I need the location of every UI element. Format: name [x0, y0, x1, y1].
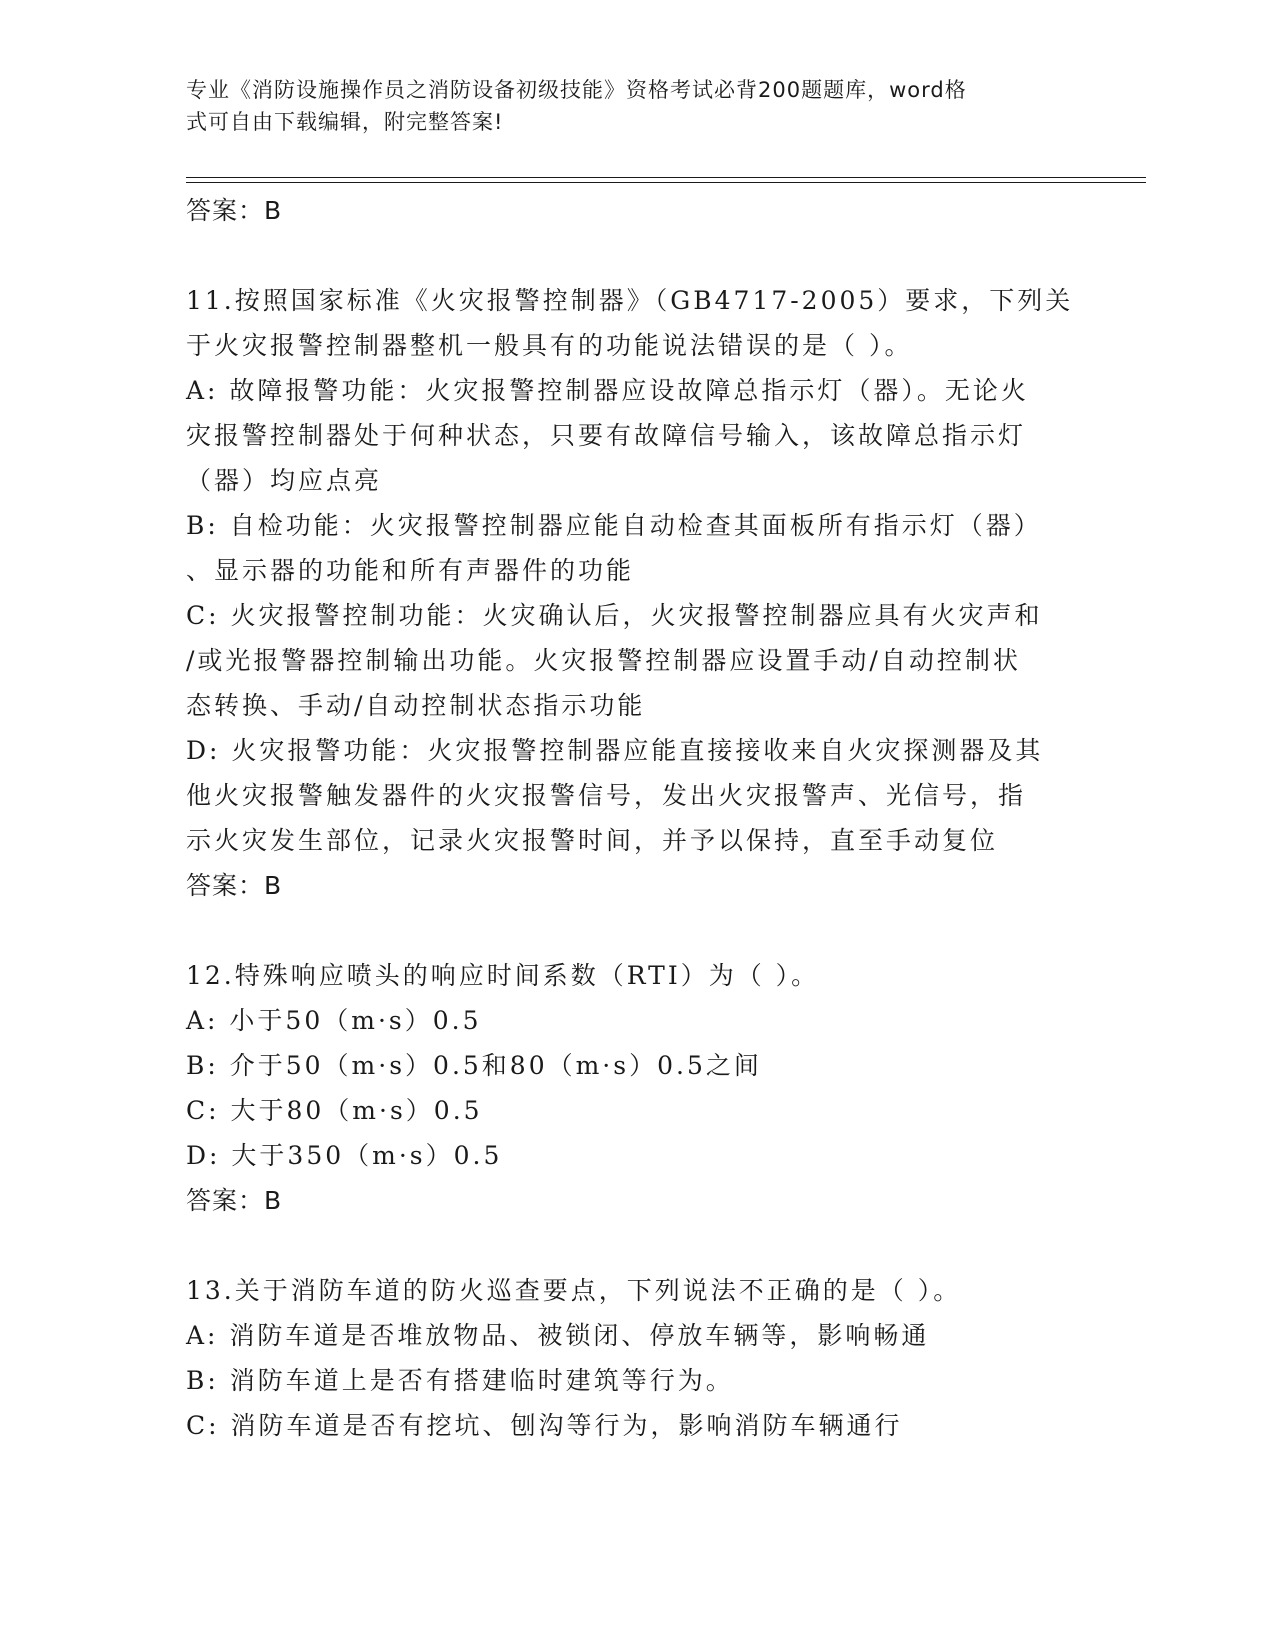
option-a-text: （器）均应点亮: [186, 466, 383, 495]
option-b-text: B: 介于50（m·s）0.5和80（m·s）0.5之间: [186, 1051, 762, 1080]
option-b-text: 、显示器的功能和所有声器件的功能: [186, 556, 635, 585]
option-d-text: 他火灾报警触发器件的火灾报警信号，发出火灾报警声、光信号，指: [186, 781, 1027, 810]
header-divider-top: [186, 177, 1146, 178]
option-c-text: C: 火灾报警控制功能：火灾确认后，火灾报警控制器应具有火灾声和: [186, 601, 1043, 630]
option-d-text: 示火灾发生部位，记录火灾报警时间，并予以保持，直至手动复位: [186, 826, 999, 855]
question-13: [186, 1268, 1066, 1448]
question-list: [186, 188, 1074, 1448]
question-text: 13.关于消防车道的防火巡查要点，下列说法不正确的是（ ）。: [186, 1276, 962, 1305]
question-text: 12.特殊响应喷头的响应时间系数（RTI）为（ ）。: [186, 961, 820, 990]
page-header: [186, 74, 1066, 138]
option-a-text: A: 消防车道是否堆放物品、被锁闭、停放车辆等，影响畅通: [186, 1321, 930, 1350]
header-divider-bottom: [186, 182, 1146, 183]
option-a-text: A: 小于50（m·s）0.5: [186, 1006, 482, 1035]
option-b-text: B: 消防车道上是否有搭建临时建筑等行为。: [186, 1366, 734, 1395]
option-a-text: A: 故障报警功能：火灾报警控制器应设故障总指示灯（器）。无论火: [186, 376, 1029, 405]
option-a-text: 灾报警控制器处于何种状态，只要有故障信号输入，该故障总指示灯: [186, 421, 1027, 450]
header-line: 专业《消防设施操作员之消防设备初级技能》资格考试必背200题题库，word格: [186, 78, 967, 102]
option-c-text: 态转换、手动/自动控制状态指示功能: [186, 691, 646, 720]
header-line: 式可自由下载编辑，附完整答案!: [186, 110, 504, 134]
answer-line: 答案：B: [186, 196, 283, 225]
option-b-text: B: 自检功能：火灾报警控制器应能自动检查其面板所有指示灯（器）: [186, 511, 1042, 540]
option-d-text: D: 大于350（m·s）0.5: [186, 1141, 503, 1170]
question-12: [186, 953, 1066, 1224]
option-c-text: C: 大于80（m·s）0.5: [186, 1096, 483, 1125]
question-text: 11.按照国家标准《火灾报警控制器》（GB4717-2005）要求，下列关: [186, 286, 1074, 315]
question-text: 于火灾报警控制器整机一般具有的功能说法错误的是（ ）。: [186, 331, 913, 360]
answer-line: 答案：B: [186, 871, 283, 900]
option-d-text: D: 火灾报警功能：火灾报警控制器应能直接接收来自火灾探测器及其: [186, 736, 1044, 765]
option-c-text: /或光报警器控制输出功能。火灾报警控制器应设置手动/自动控制状: [186, 646, 1021, 675]
question-11: [186, 278, 1074, 909]
block-spacer: [186, 234, 1066, 278]
block-spacer: [186, 909, 1066, 953]
answer-line: 答案：B: [186, 1186, 283, 1215]
option-c-text: C: 消防车道是否有挖坑、刨沟等行为，影响消防车辆通行: [186, 1411, 903, 1440]
block-spacer: [186, 1224, 1066, 1268]
